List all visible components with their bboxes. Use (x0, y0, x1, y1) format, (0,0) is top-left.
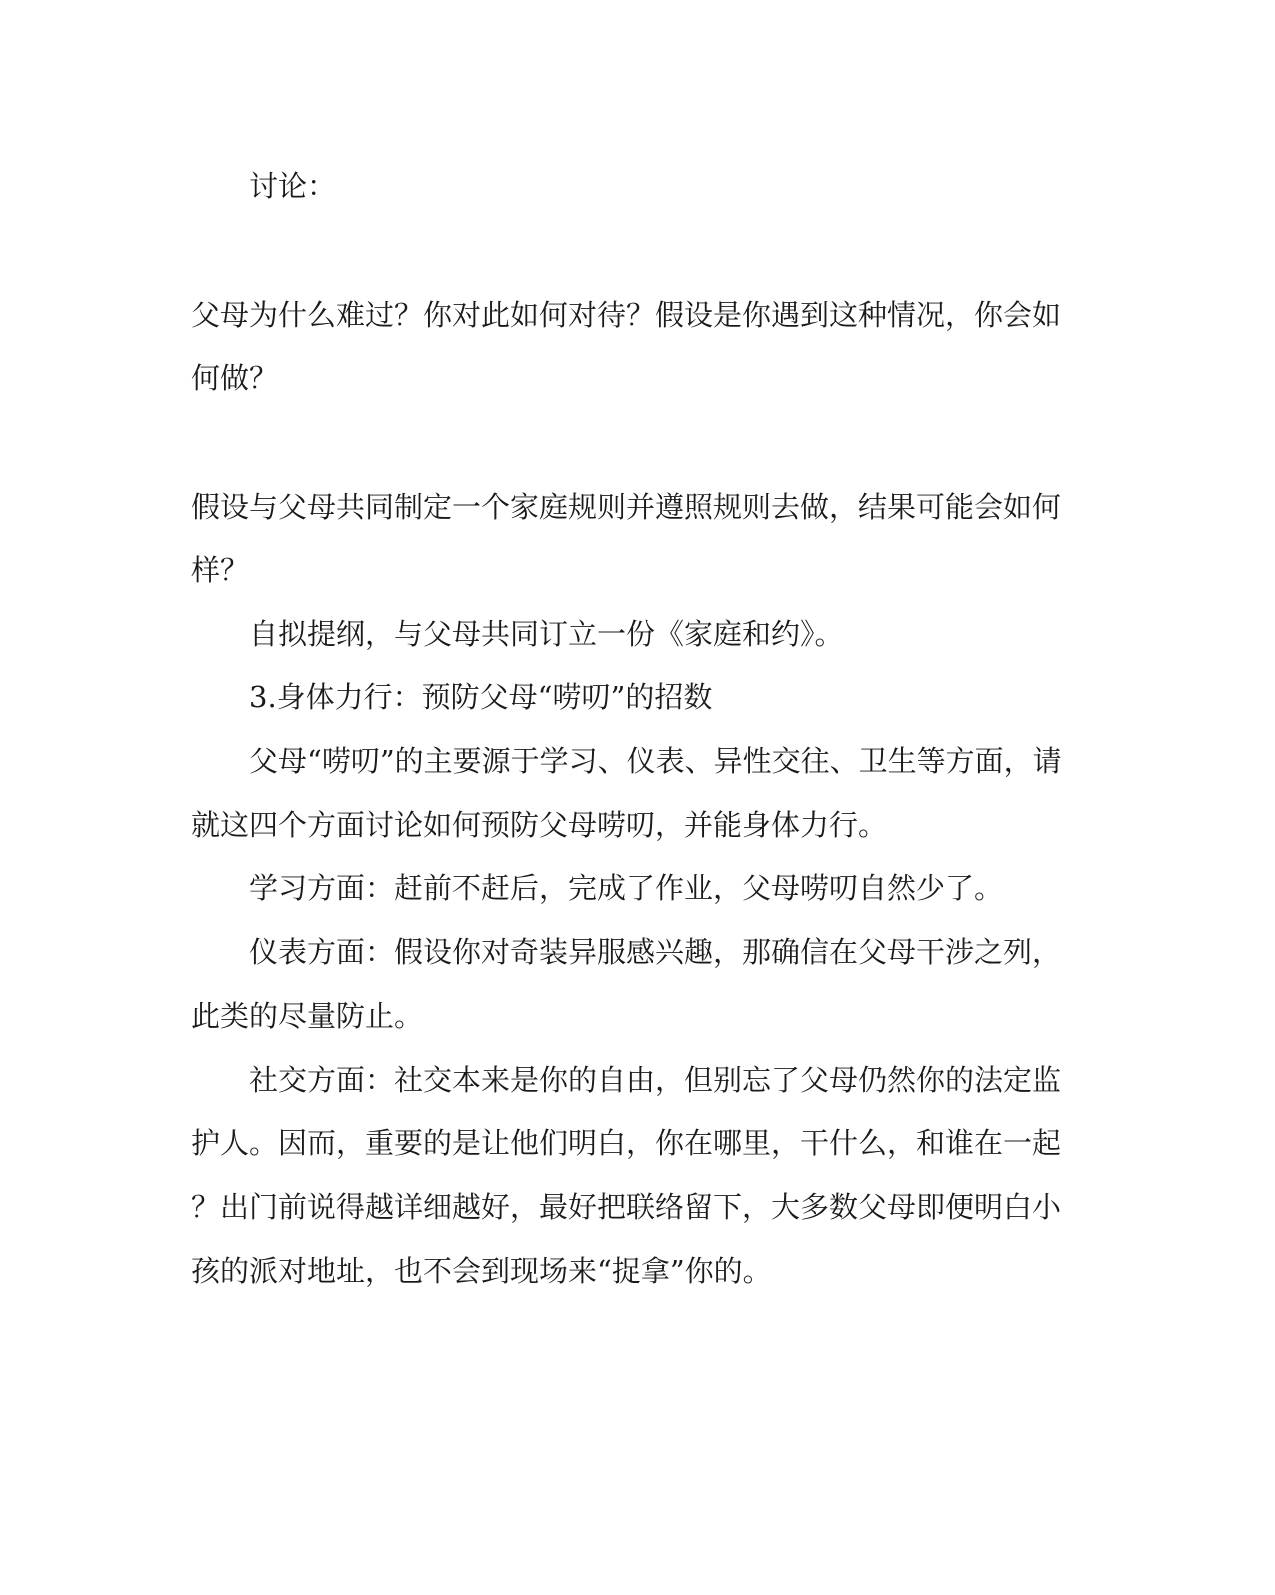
study-paragraph: 学习方面：赶前不赶后，完成了作业，父母唠叨自然少了。 (249, 871, 1004, 905)
intro-paragraph-line-2: 就这四个方面讨论如何预防父母唠叨，并能身体力行。 (191, 808, 888, 842)
outline-paragraph: 自拟提纲，与父母共同订立一份《家庭和约》。 (249, 617, 844, 651)
social-paragraph-line-3: ？出门前说得越详细越好，最好把联络留下，大多数父母即便明白小 (191, 1190, 1062, 1224)
question-2-line-1: 假设与父母共同制定一个家庭规则并遵照规则去做，结果可能会如何 (191, 490, 1062, 524)
appearance-paragraph-line-2: 此类的尽量防止。 (191, 999, 424, 1033)
question-2-line-2: 样？ (191, 553, 250, 587)
discussion-heading: 讨论： (249, 169, 337, 203)
appearance-paragraph-line-1: 仪表方面：假设你对奇装异服感兴趣，那确信在父母干涉之列， (249, 935, 1062, 969)
question-1-line-2: 何做？ (191, 361, 279, 395)
intro-paragraph-line-1: 父母“唠叨”的主要源于学习、仪表、异性交往、卫生等方面，请 (249, 744, 1062, 778)
question-1-line-1: 父母为什么难过？你对此如何对待？假设是你遇到这种情况，你会如 (191, 298, 1062, 332)
social-paragraph-line-4: 孩的派对地址，也不会到现场来“捉拿”你的。 (191, 1254, 772, 1288)
social-paragraph-line-1: 社交方面：社交本来是你的自由，但别忘了父母仍然你的法定监 (249, 1063, 1062, 1097)
social-paragraph-line-2: 护人。因而，重要的是让他们明白，你在哪里，干什么，和谁在一起 (191, 1126, 1062, 1160)
section-3-heading: 3.身体力行：预防父母“唠叨”的招数 (249, 680, 713, 714)
